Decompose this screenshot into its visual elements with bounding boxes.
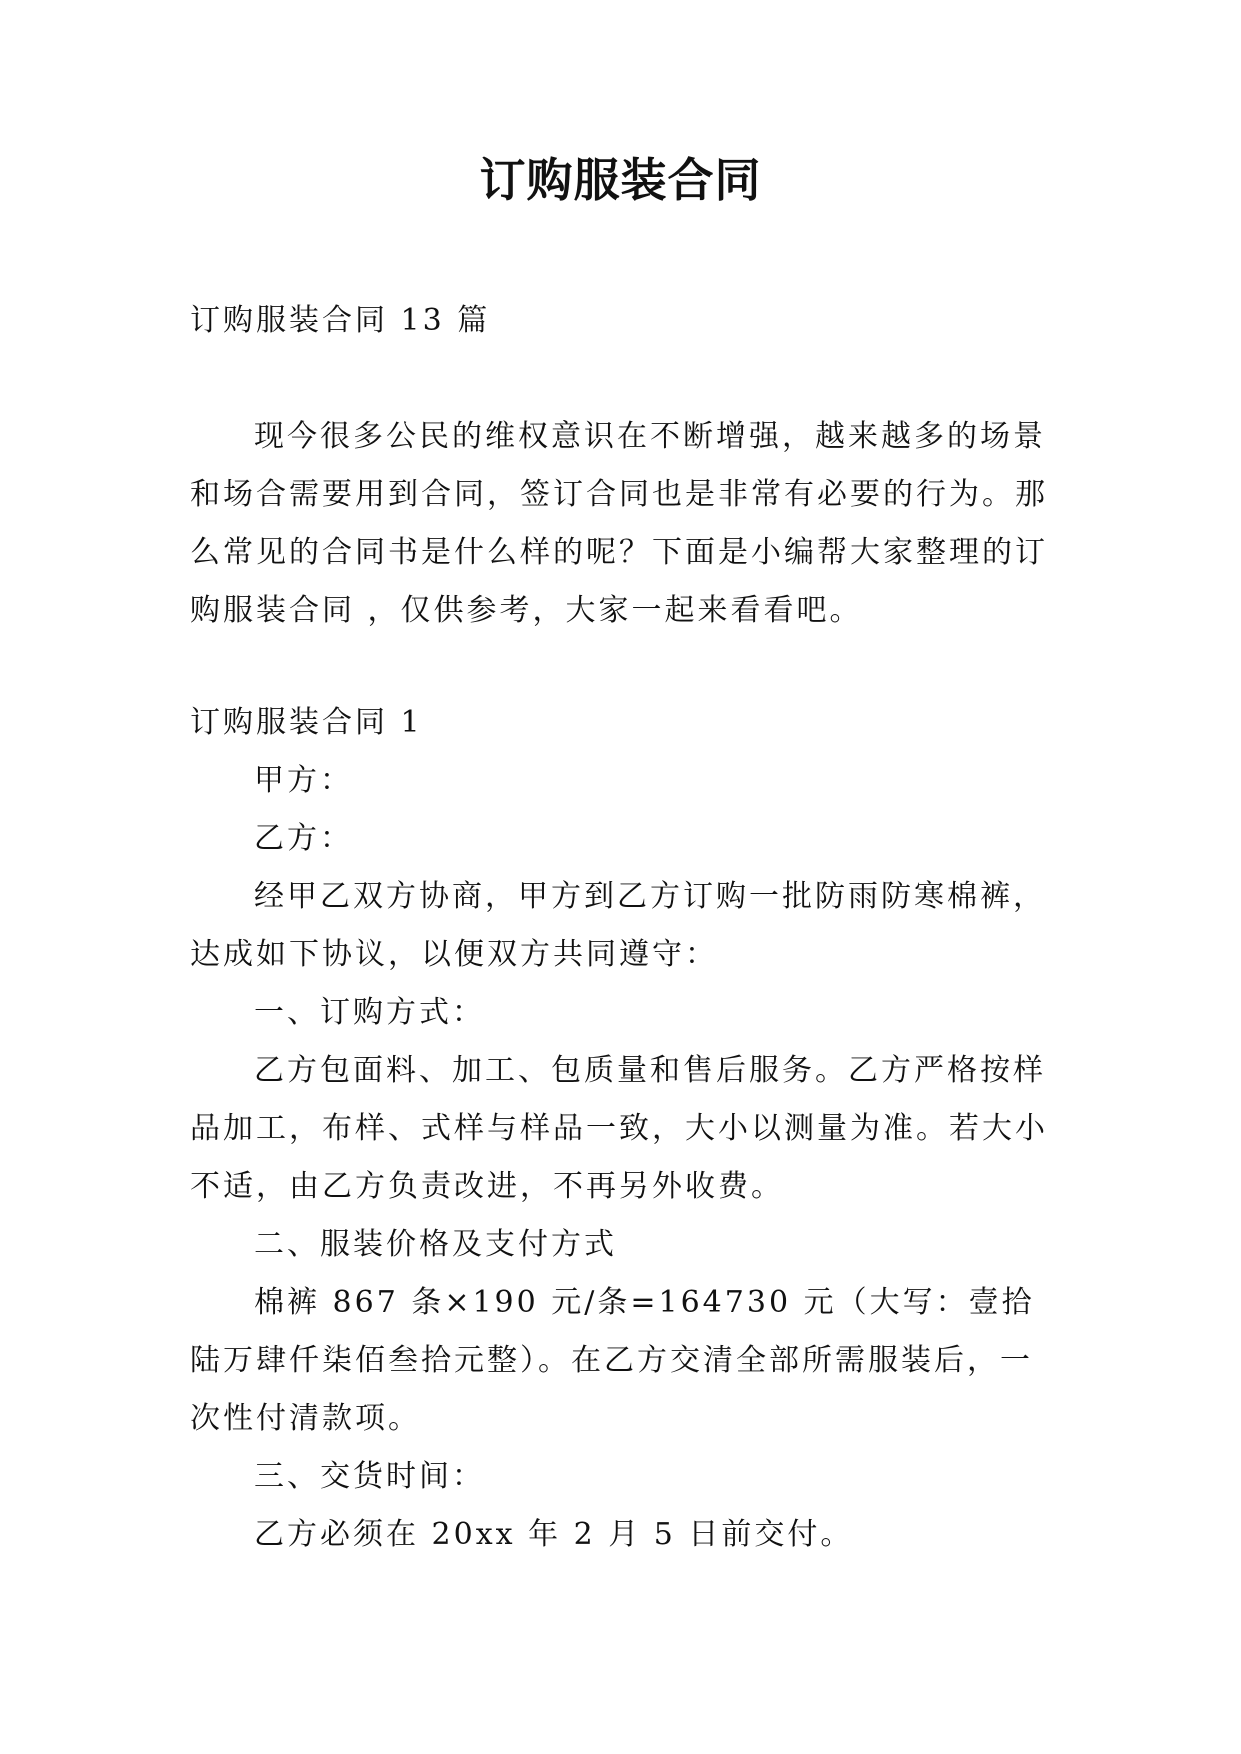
- section-2-text: 棉裤 867 条×190 元/条=164730 元（大写：壹拾陆万肆仟柒佰叁拾元整）。在乙方交清全部所需服装后，一次性付清款项。: [190, 1285, 1035, 1436]
- intro-paragraph: 现今很多公民的维权意识在不断增强，越来越多的场景和场合需要用到合同，签订合同也是非常有必要的行为。那么常见的合同书是什么样的呢？下面是小编帮大家整理的订购服装合同 ，仅供参考，大家一起来看看吧。: [190, 419, 1048, 628]
- document-subtitle: 订购服装合同 13 篇: [190, 303, 491, 338]
- section-1-title: 一、订购方式：: [254, 995, 485, 1030]
- contract-heading: 订购服装合同 1: [190, 705, 423, 740]
- section-3-title: 三、交货时间：: [254, 1459, 485, 1494]
- section-1-text: 乙方包面料、加工、包质量和售后服务。乙方严格按样品加工，布样、式样与样品一致，大小以测量为准。若大小不适，由乙方负责改进，不再另外收费。: [190, 1053, 1048, 1204]
- preamble-paragraph: 经甲乙双方协商，甲方到乙方订购一批防雨防寒棉裤，达成如下协议，以便双方共同遵守：: [190, 879, 1046, 972]
- section-2-title: 二、服装价格及支付方式: [254, 1227, 617, 1262]
- section-3-text: 乙方必须在 20xx 年 2 月 5 日前交付。: [254, 1517, 854, 1552]
- party-a-line: 甲方：: [254, 763, 353, 798]
- party-b-line: 乙方：: [254, 821, 353, 856]
- document-title: 订购服装合同: [479, 153, 762, 207]
- document-body: [190, 292, 1064, 1564]
